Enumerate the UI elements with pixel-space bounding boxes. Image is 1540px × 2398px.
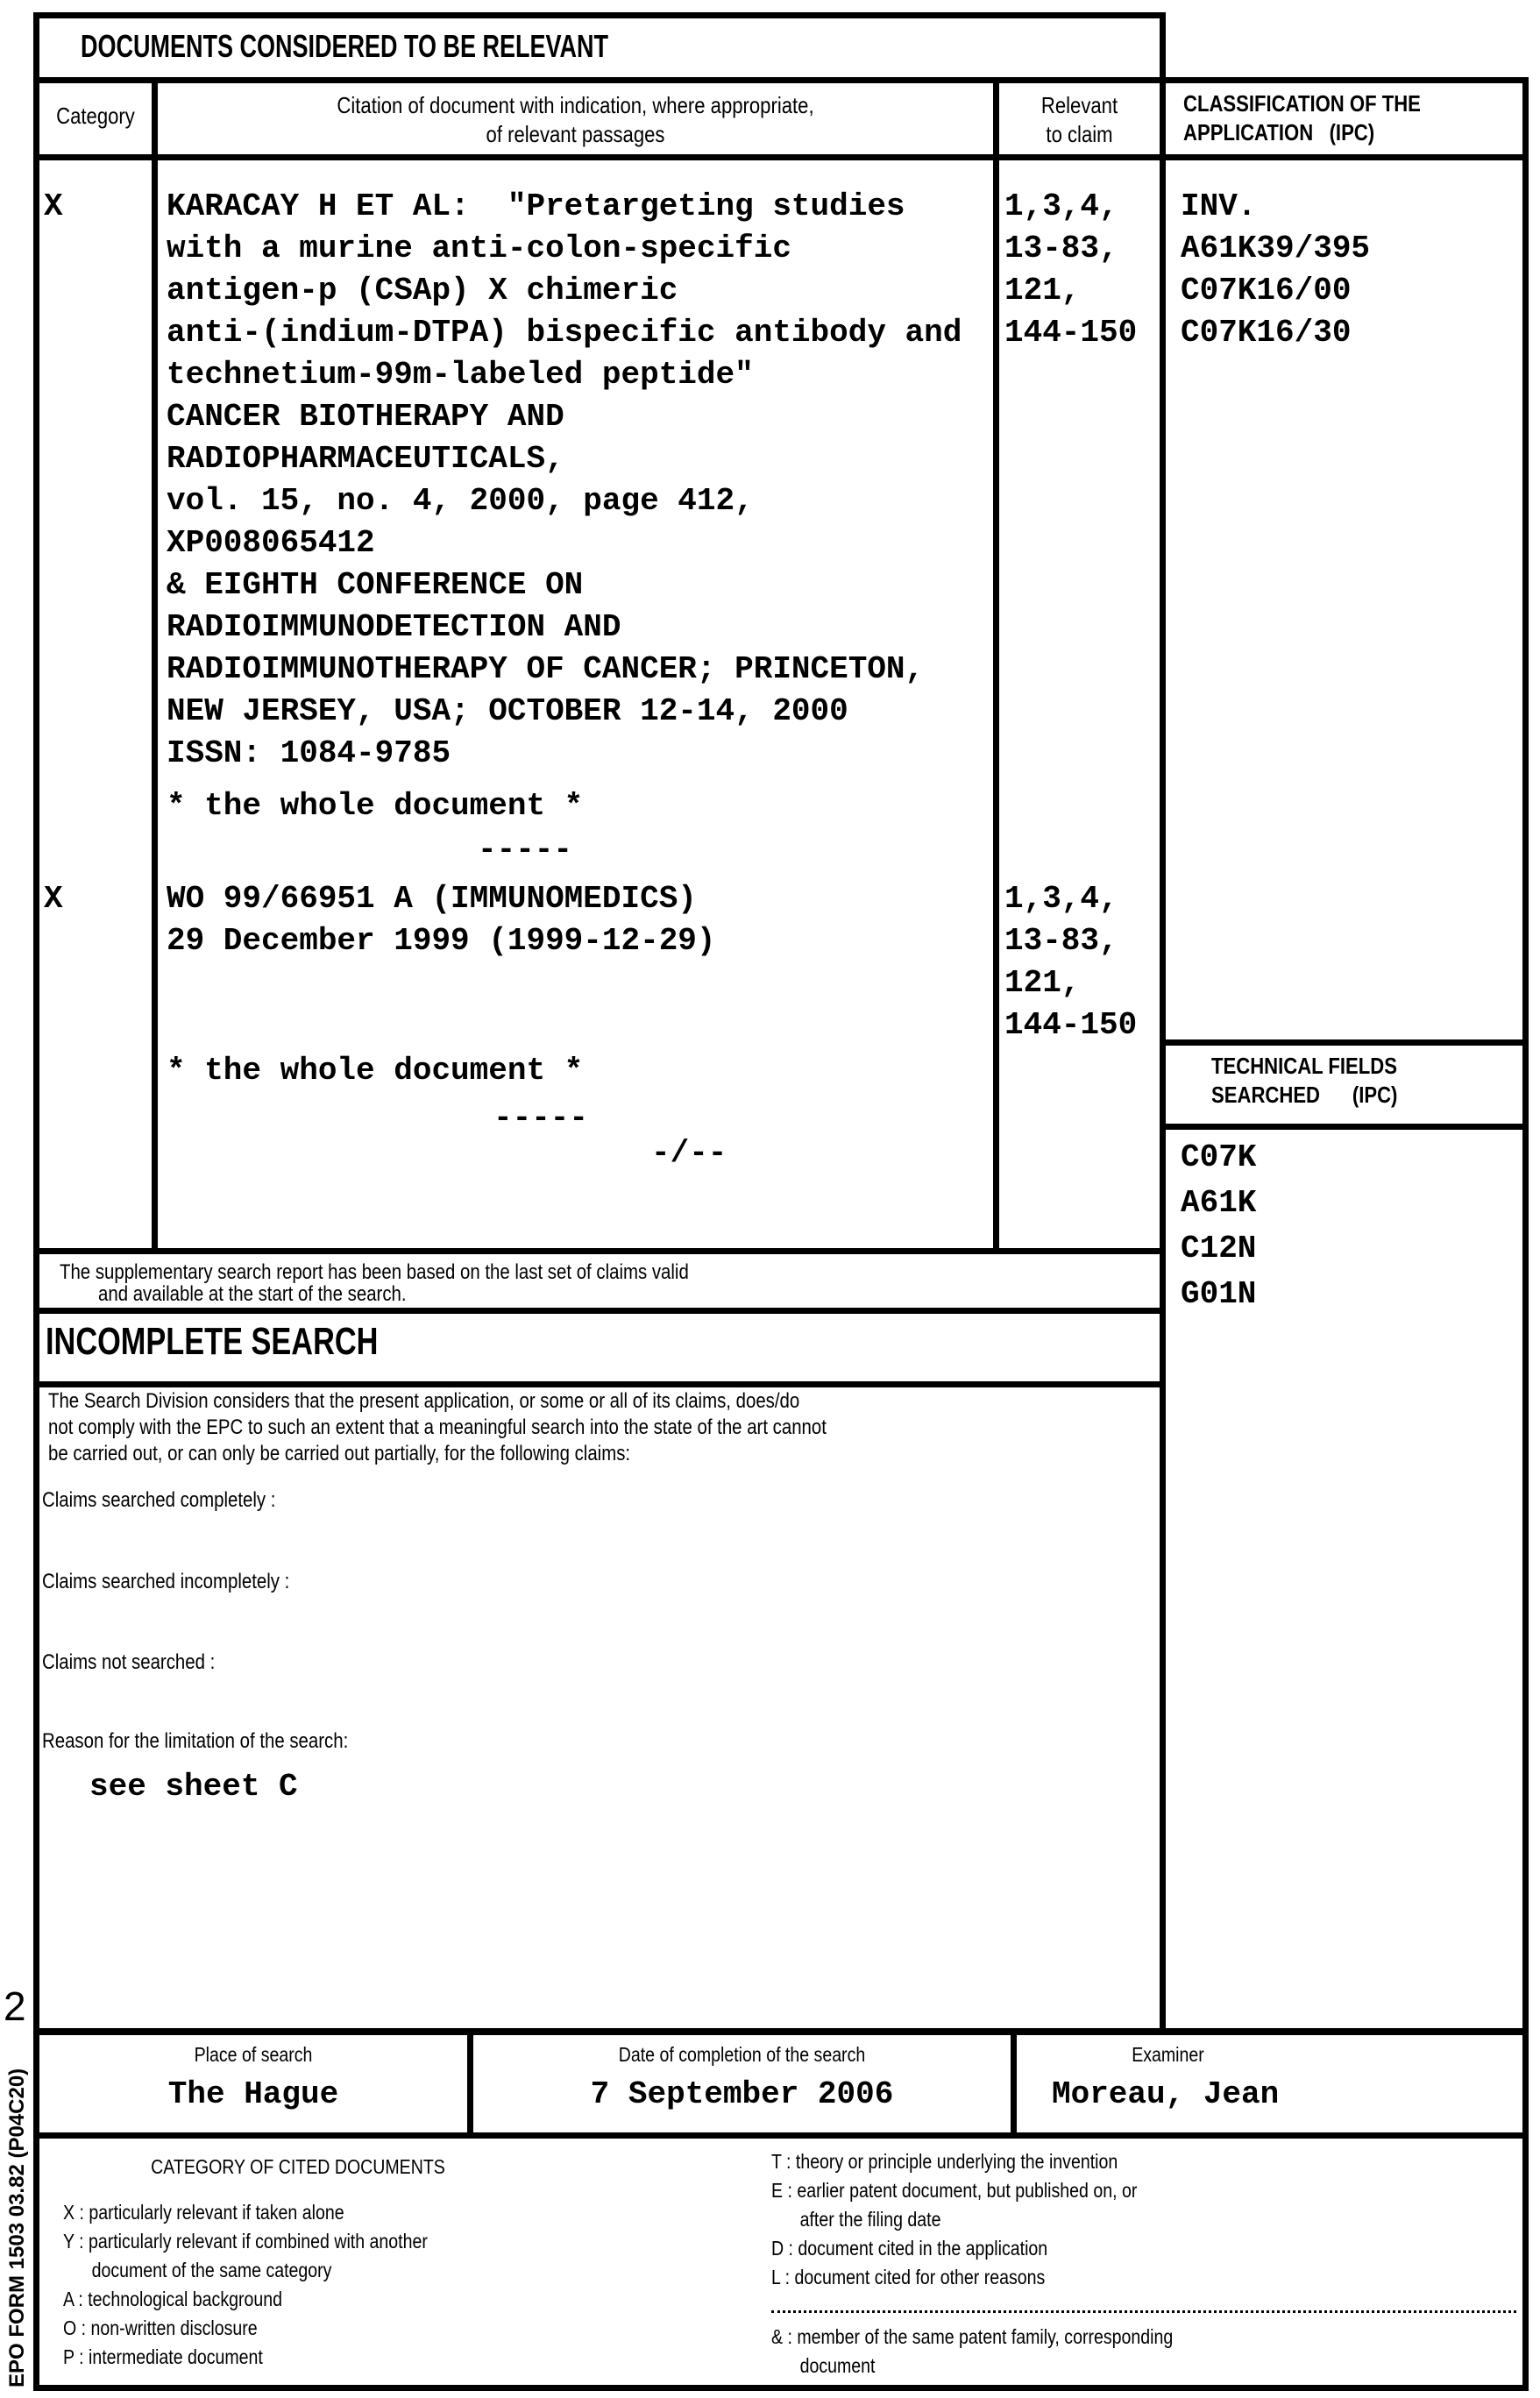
footer-divider-2 bbox=[1011, 2028, 1017, 2139]
claims-searched-incompletely-label: Claims searched incompletely : bbox=[42, 1570, 290, 1593]
cited-documents-legend-right: T : theory or principle underlying the invention E : earlier patent document, but published on, or after the filing date D : document cited in the application L : document cited for other reasons bbox=[771, 2150, 1138, 2288]
category-column-header: Category bbox=[56, 103, 135, 129]
continuation-mark: -/-- bbox=[651, 1135, 727, 1171]
relevant-column-divider bbox=[993, 77, 999, 1254]
relevant-claims: 1,3,4, 13-83, 121, 144-150 bbox=[1004, 188, 1138, 351]
row-category: X bbox=[44, 881, 63, 917]
place-of-search-label: Place of search bbox=[194, 2043, 313, 2066]
incomplete-search-body: The Search Division considers that the present application, or some or all of its claims, does/do not comply with the EPC to such an extent that a meaningful search into the state of the art cannot be carried out, or can only be carried out partially, for the following claims: bbox=[48, 1389, 827, 1465]
supplementary-note-line2: and available at the start of the search. bbox=[98, 1282, 407, 1306]
technical-fields-top-border bbox=[1160, 1039, 1529, 1046]
search-limitation-reason-value: see sheet C bbox=[89, 1769, 298, 1805]
classification-values: INV. A61K39/395 C07K16/00 C07K16/30 bbox=[1181, 188, 1371, 351]
relevant-column-header: Relevant to claim bbox=[1040, 92, 1118, 147]
table-border-bottom bbox=[33, 2385, 1529, 2391]
examiner-value: Moreau, Jean bbox=[1052, 2076, 1280, 2112]
citation-separator: ----- bbox=[493, 1100, 589, 1136]
citation-text: KARACAY H ET AL: "Pretargeting studies with a murine anti-colon-specific antigen-p (CSAp) X chimeric anti-(indium-DTPA) bispecific antibody and technetium-99m-labeled peptide" CANCER BIOTHERAPY AND RADIOPHARMACEUTICALS, vol. 15, no. 4, 2000, page 412, XP008065412 & EIGHTH CONFERENCE ON RADIOIMMUNODETECTION AND RADIOIMMUNOTHERAPY OF CANCER; PRINCETON, NEW JERSEY, USA; OCTOBER 12-14, 2000 ISSN: 1084-9785 bbox=[167, 188, 962, 771]
table-border-right bbox=[1522, 77, 1529, 2391]
supplementary-note-line1: The supplementary search report has been based on the last set of claims valid bbox=[60, 1260, 689, 1284]
footer-row-top-border bbox=[33, 2028, 1529, 2035]
table-title: DOCUMENTS CONSIDERED TO BE RELEVANT bbox=[81, 28, 609, 64]
classification-column-header: CLASSIFICATION OF THE APPLICATION (IPC) bbox=[1183, 90, 1421, 145]
table-border-left bbox=[33, 12, 39, 2391]
citation-text: WO 99/66951 A (IMMUNOMEDICS) 29 December 1999 (1999-12-29) bbox=[167, 881, 716, 959]
technical-fields-bottom-border bbox=[1160, 1124, 1529, 1130]
examiner-label: Examiner bbox=[1132, 2043, 1204, 2066]
technical-fields-values: C07K A61K C12N G01N bbox=[1181, 1139, 1257, 1312]
sheet-number: 2 bbox=[4, 1983, 26, 2029]
footer-divider-1 bbox=[467, 2028, 473, 2139]
incomplete-heading-bottom-border bbox=[33, 1381, 1166, 1387]
date-of-completion-label: Date of completion of the search bbox=[618, 2043, 866, 2066]
relevant-claims: 1,3,4, 13-83, 121, 144-150 bbox=[1004, 881, 1138, 1043]
classification-column-divider bbox=[1160, 12, 1166, 2035]
cited-documents-legend-left: X : particularly relevant if taken alone Y : particularly relevant if combined with another document of the same category A : technological background O : non-written disclosure P : intermediate document bbox=[63, 2201, 428, 2368]
row-category: X bbox=[44, 188, 63, 224]
header-row-top-border bbox=[33, 77, 1529, 83]
date-of-completion-value: 7 September 2006 bbox=[590, 2076, 894, 2112]
claims-searched-completely-label: Claims searched completely : bbox=[42, 1488, 276, 1512]
category-column-divider bbox=[152, 77, 158, 1254]
patent-family-legend: & : member of the same patent family, corresponding document bbox=[771, 2325, 1174, 2377]
table-border-top bbox=[33, 12, 1166, 18]
incomplete-search-heading: INCOMPLETE SEARCH bbox=[46, 1320, 379, 1363]
citation-remark: * the whole document * bbox=[167, 788, 584, 824]
citation-remark: * the whole document * bbox=[167, 1053, 584, 1089]
header-row-bottom-border bbox=[33, 154, 1529, 160]
technical-fields-header: TECHNICAL FIELDS SEARCHED (IPC) bbox=[1211, 1053, 1398, 1108]
legend-dotted-divider bbox=[771, 2310, 1516, 2313]
search-limitation-reason-label: Reason for the limitation of the search: bbox=[42, 1729, 349, 1753]
cited-documents-legend-title: CATEGORY OF CITED DOCUMENTS bbox=[151, 2155, 445, 2178]
claims-not-searched-label: Claims not searched : bbox=[42, 1650, 216, 1674]
footer-row-bottom-border bbox=[33, 2132, 1529, 2139]
place-of-search-value: The Hague bbox=[167, 2076, 339, 2112]
citation-separator: ----- bbox=[478, 832, 573, 868]
incomplete-heading-top-border bbox=[33, 1308, 1166, 1314]
citation-column-header: Citation of document with indication, where appropriate, of relevant passages bbox=[337, 92, 814, 147]
epo-form-code: EPO FORM 1503 03.82 (P04C20) bbox=[5, 2068, 29, 2387]
